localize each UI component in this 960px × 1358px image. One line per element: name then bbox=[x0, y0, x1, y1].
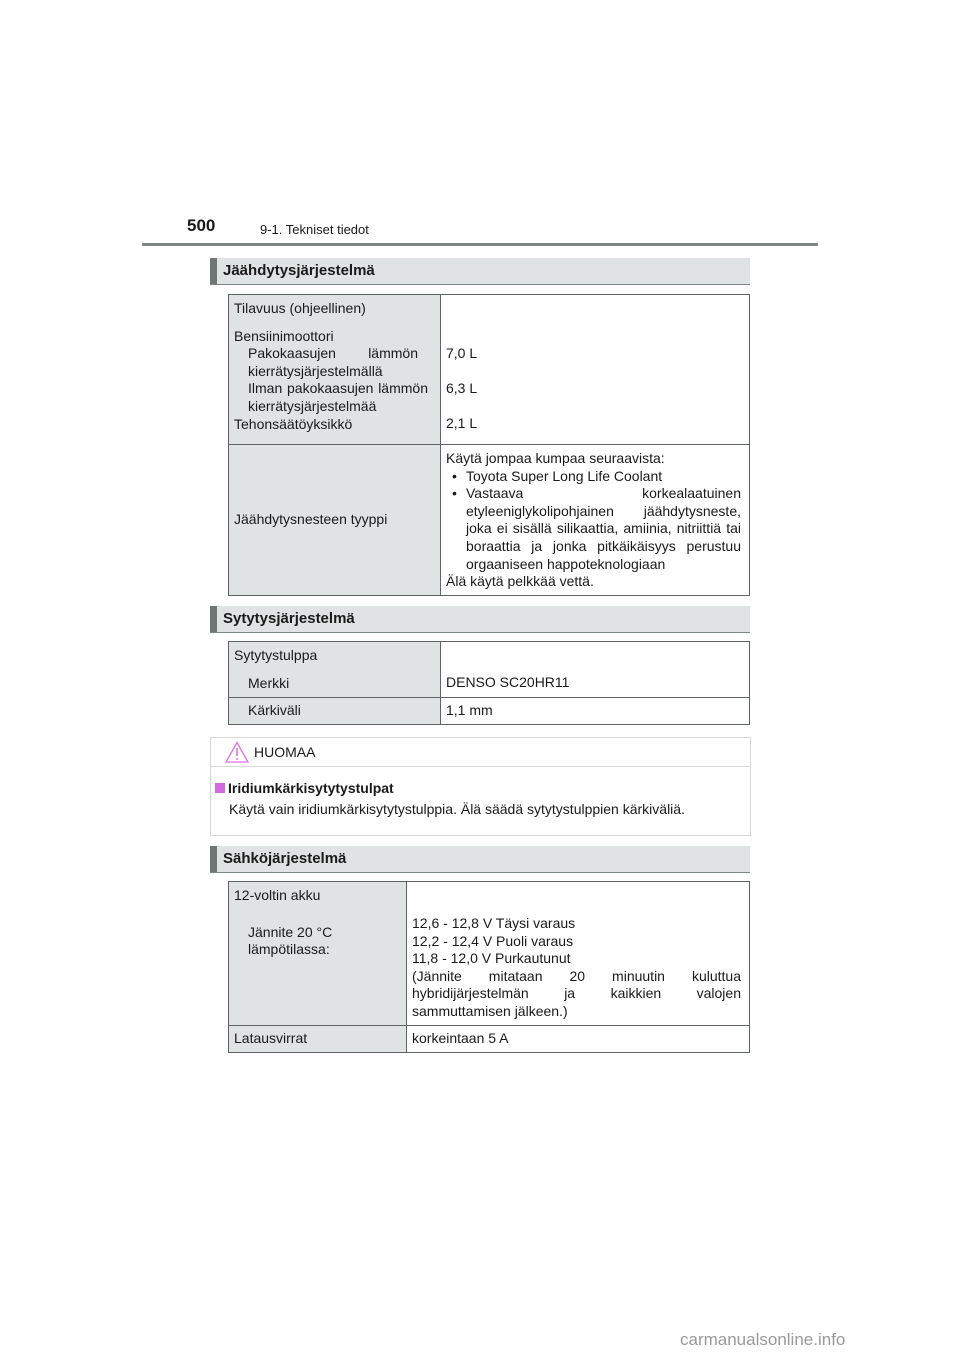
square-bullet-icon bbox=[215, 783, 225, 793]
with-recirc-label: Pakokaasujen lämmön kierrätysjärjestelmällä bbox=[248, 345, 418, 379]
pcu-label: Tehonsäätöyksikkö bbox=[234, 415, 353, 432]
table-row bbox=[229, 698, 750, 725]
chapter-title: 9-1. Tekniset tiedot bbox=[260, 222, 369, 237]
notice-label: HUOMAA bbox=[254, 744, 316, 760]
engine-label: Bensiinimoottori bbox=[234, 327, 334, 344]
pcu-value: 2,1 L bbox=[446, 415, 478, 431]
heading-bar bbox=[210, 258, 217, 284]
gap-label: Kärkiväli bbox=[248, 702, 301, 719]
table-row bbox=[229, 445, 750, 596]
page-number: 500 bbox=[187, 216, 216, 235]
voltage-line: 11,8 - 12,0 V Purkautunut bbox=[412, 950, 571, 967]
warning-triangle-icon bbox=[225, 741, 249, 763]
notice-box bbox=[210, 737, 751, 836]
voltage-line: 12,6 - 12,8 V Täysi varaus bbox=[412, 915, 576, 931]
notice-text: Käytä vain iridiumkärkisytytystulppia. Älä säädä sytytystulppien kärkiväliä. bbox=[229, 801, 685, 817]
coolant-warning: Älä käytä pelkkää vettä. bbox=[446, 573, 594, 590]
coolant-option: • Vastaava korkealaatuinen etyleeniglykolipohjainen jäähdytysneste, joka ei sisällä silikaattia, amiinia, nitriittiä tai boraattia ja jonka pitkäikäisyys perustuu orgaaniseen happoteknologiaan bbox=[452, 485, 741, 572]
voltage-label: Jännite 20 °C lämpötilassa: bbox=[248, 923, 333, 958]
brand-label: Merkki bbox=[248, 674, 290, 691]
voltage-line: 12,2 - 12,4 V Puoli varaus bbox=[412, 932, 574, 949]
battery-label: 12-voltin akku bbox=[234, 887, 321, 903]
heading-bar bbox=[210, 606, 217, 632]
capacity-label: Tilavuus (ohjeellinen) bbox=[234, 300, 366, 316]
section-title: Sytytysjärjestelmä bbox=[223, 610, 355, 627]
coolant-option: • Toyota Super Long Life Coolant bbox=[452, 467, 663, 484]
charge-label: Latausvirrat bbox=[234, 1030, 308, 1047]
coolant-intro: Käytä jompaa kumpaa seuraavista: bbox=[446, 450, 665, 466]
voltage-note: (Jännite mitataan 20 minuutin kuluttua hybridijärjestelmän ja kaikkien valojen sammuttamisen jälkeen.) bbox=[412, 967, 741, 1019]
header-rule bbox=[142, 243, 818, 246]
section-title: Sähköjärjestelmä bbox=[223, 850, 347, 867]
with-recirc-value: 7,0 L bbox=[446, 345, 478, 361]
bullet-icon: • bbox=[452, 485, 457, 502]
table-row bbox=[229, 882, 750, 1026]
without-recirc-label: Ilman pakokaasujen lämmön kierrätysjärjestelmää bbox=[248, 380, 428, 414]
electrical-table bbox=[228, 881, 750, 1053]
table-row bbox=[229, 1026, 750, 1053]
section-heading-electrical bbox=[210, 846, 750, 873]
brand-value: DENSO SC20HR11 bbox=[446, 674, 570, 690]
notice-title: Iridiumkärkisytytystulpat bbox=[215, 780, 394, 796]
cooling-table bbox=[228, 294, 750, 596]
notice-header bbox=[211, 738, 750, 767]
section-heading-cooling bbox=[210, 258, 750, 285]
coolant-type-label: Jäähdytysnesteen tyyppi bbox=[234, 511, 388, 528]
without-recirc-value: 6,3 L bbox=[446, 380, 478, 396]
section-title: Jäähdytysjärjestelmä bbox=[223, 262, 375, 279]
bullet-icon: • bbox=[452, 467, 457, 484]
table-row bbox=[229, 295, 750, 445]
spark-plug-label: Sytytystulppa bbox=[234, 647, 318, 663]
heading-bar bbox=[210, 846, 217, 872]
watermark: carmanualsonline.info bbox=[680, 1330, 846, 1349]
gap-value: 1,1 mm bbox=[446, 702, 493, 719]
section-heading-ignition bbox=[210, 606, 750, 633]
charge-value: korkeintaan 5 A bbox=[412, 1030, 509, 1047]
ignition-table bbox=[228, 641, 750, 725]
table-row bbox=[229, 642, 750, 698]
